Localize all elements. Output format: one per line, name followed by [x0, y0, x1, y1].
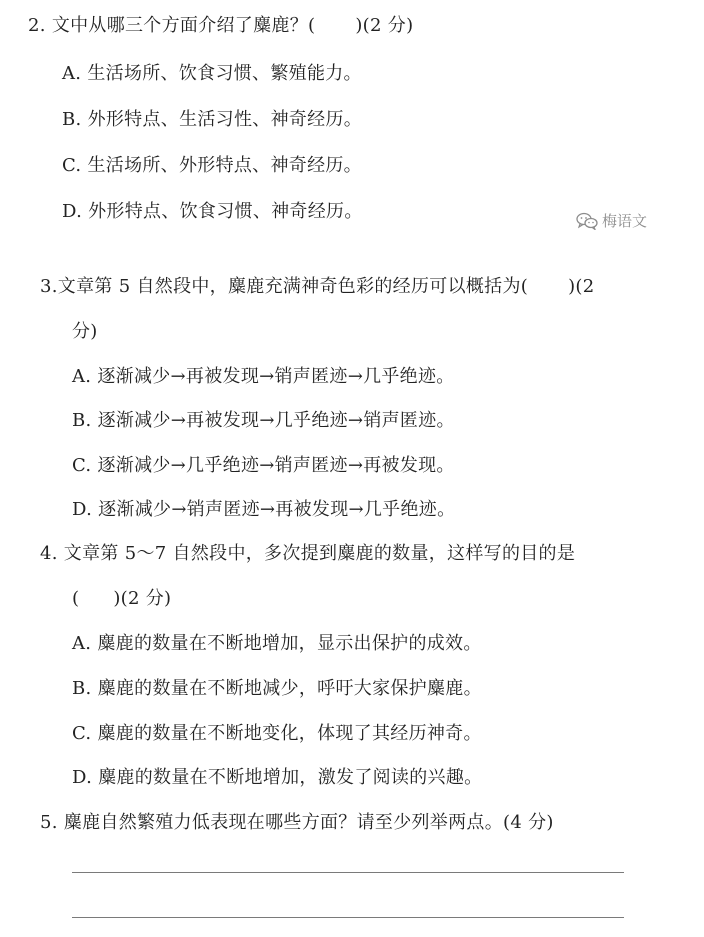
question-4-paren-close: )	[113, 588, 121, 609]
question-2-paren-open: (	[308, 15, 316, 36]
question-4-option-c[interactable]: C. 麋鹿的数量在不断地变化，体现了其经历神奇。	[72, 723, 482, 744]
question-2-option-d[interactable]: D. 外形特点、饮食习惯、神奇经历。	[62, 201, 363, 222]
answer-line-1[interactable]	[72, 872, 624, 873]
question-4-option-d[interactable]: D. 麋鹿的数量在不断地增加，激发了阅读的兴趣。	[72, 767, 483, 788]
wechat-icon	[576, 212, 598, 230]
question-3-option-a[interactable]: A. 逐渐减少→再被发现→销声匿迹→几乎绝迹。	[72, 366, 455, 387]
question-3-score-head: )(2	[568, 276, 595, 297]
question-3-option-d[interactable]: D. 逐渐减少→销声匿迹→再被发现→几乎绝迹。	[72, 499, 456, 520]
question-4-stem-line-2	[72, 588, 171, 610]
question-4-option-a[interactable]: A. 麋鹿的数量在不断地增加，显示出保护的成效。	[72, 633, 482, 654]
answer-line-2[interactable]	[72, 917, 624, 918]
question-4-score: (2 分)	[120, 588, 172, 609]
question-3-text: 3.文章第 5 自然段中，麋鹿充满神奇色彩的经历可以概括为(	[40, 276, 529, 297]
question-3-option-b[interactable]: B. 逐渐减少→再被发现→几乎绝迹→销声匿迹。	[72, 410, 455, 431]
question-2-score: (2 分)	[362, 15, 414, 36]
watermark-text: 梅语文	[602, 212, 648, 230]
question-3-stem	[40, 276, 595, 298]
question-4-option-b[interactable]: B. 麋鹿的数量在不断地减少，呼吁大家保护麋鹿。	[72, 678, 482, 699]
question-2-option-b[interactable]: B. 外形特点、生活习性、神奇经历。	[62, 109, 363, 130]
question-2-option-a[interactable]: A. 生活场所、饮食习惯、繁殖能力。	[62, 63, 362, 84]
question-2-paren-close: )	[355, 15, 363, 36]
question-2-option-c[interactable]: C. 生活场所、外形特点、神奇经历。	[62, 155, 362, 176]
question-3-option-c[interactable]: C. 逐渐减少→几乎绝迹→销声匿迹→再被发现。	[72, 455, 455, 476]
question-2-text: 文中从哪三个方面介绍了麋鹿？	[51, 15, 309, 36]
question-4-paren-open: (	[72, 588, 80, 609]
question-4-stem: 4. 文章第 5～7 自然段中，多次提到麋鹿的数量，这样写的目的是	[40, 543, 576, 564]
watermark	[576, 210, 647, 231]
question-2-stem	[28, 15, 413, 37]
question-5-stem: 5. 麋鹿自然繁殖力低表现在哪些方面？请至少列举两点。(4 分)	[40, 812, 554, 833]
question-3-score-tail: 分)	[72, 321, 98, 342]
question-2-number: 2.	[28, 15, 46, 36]
